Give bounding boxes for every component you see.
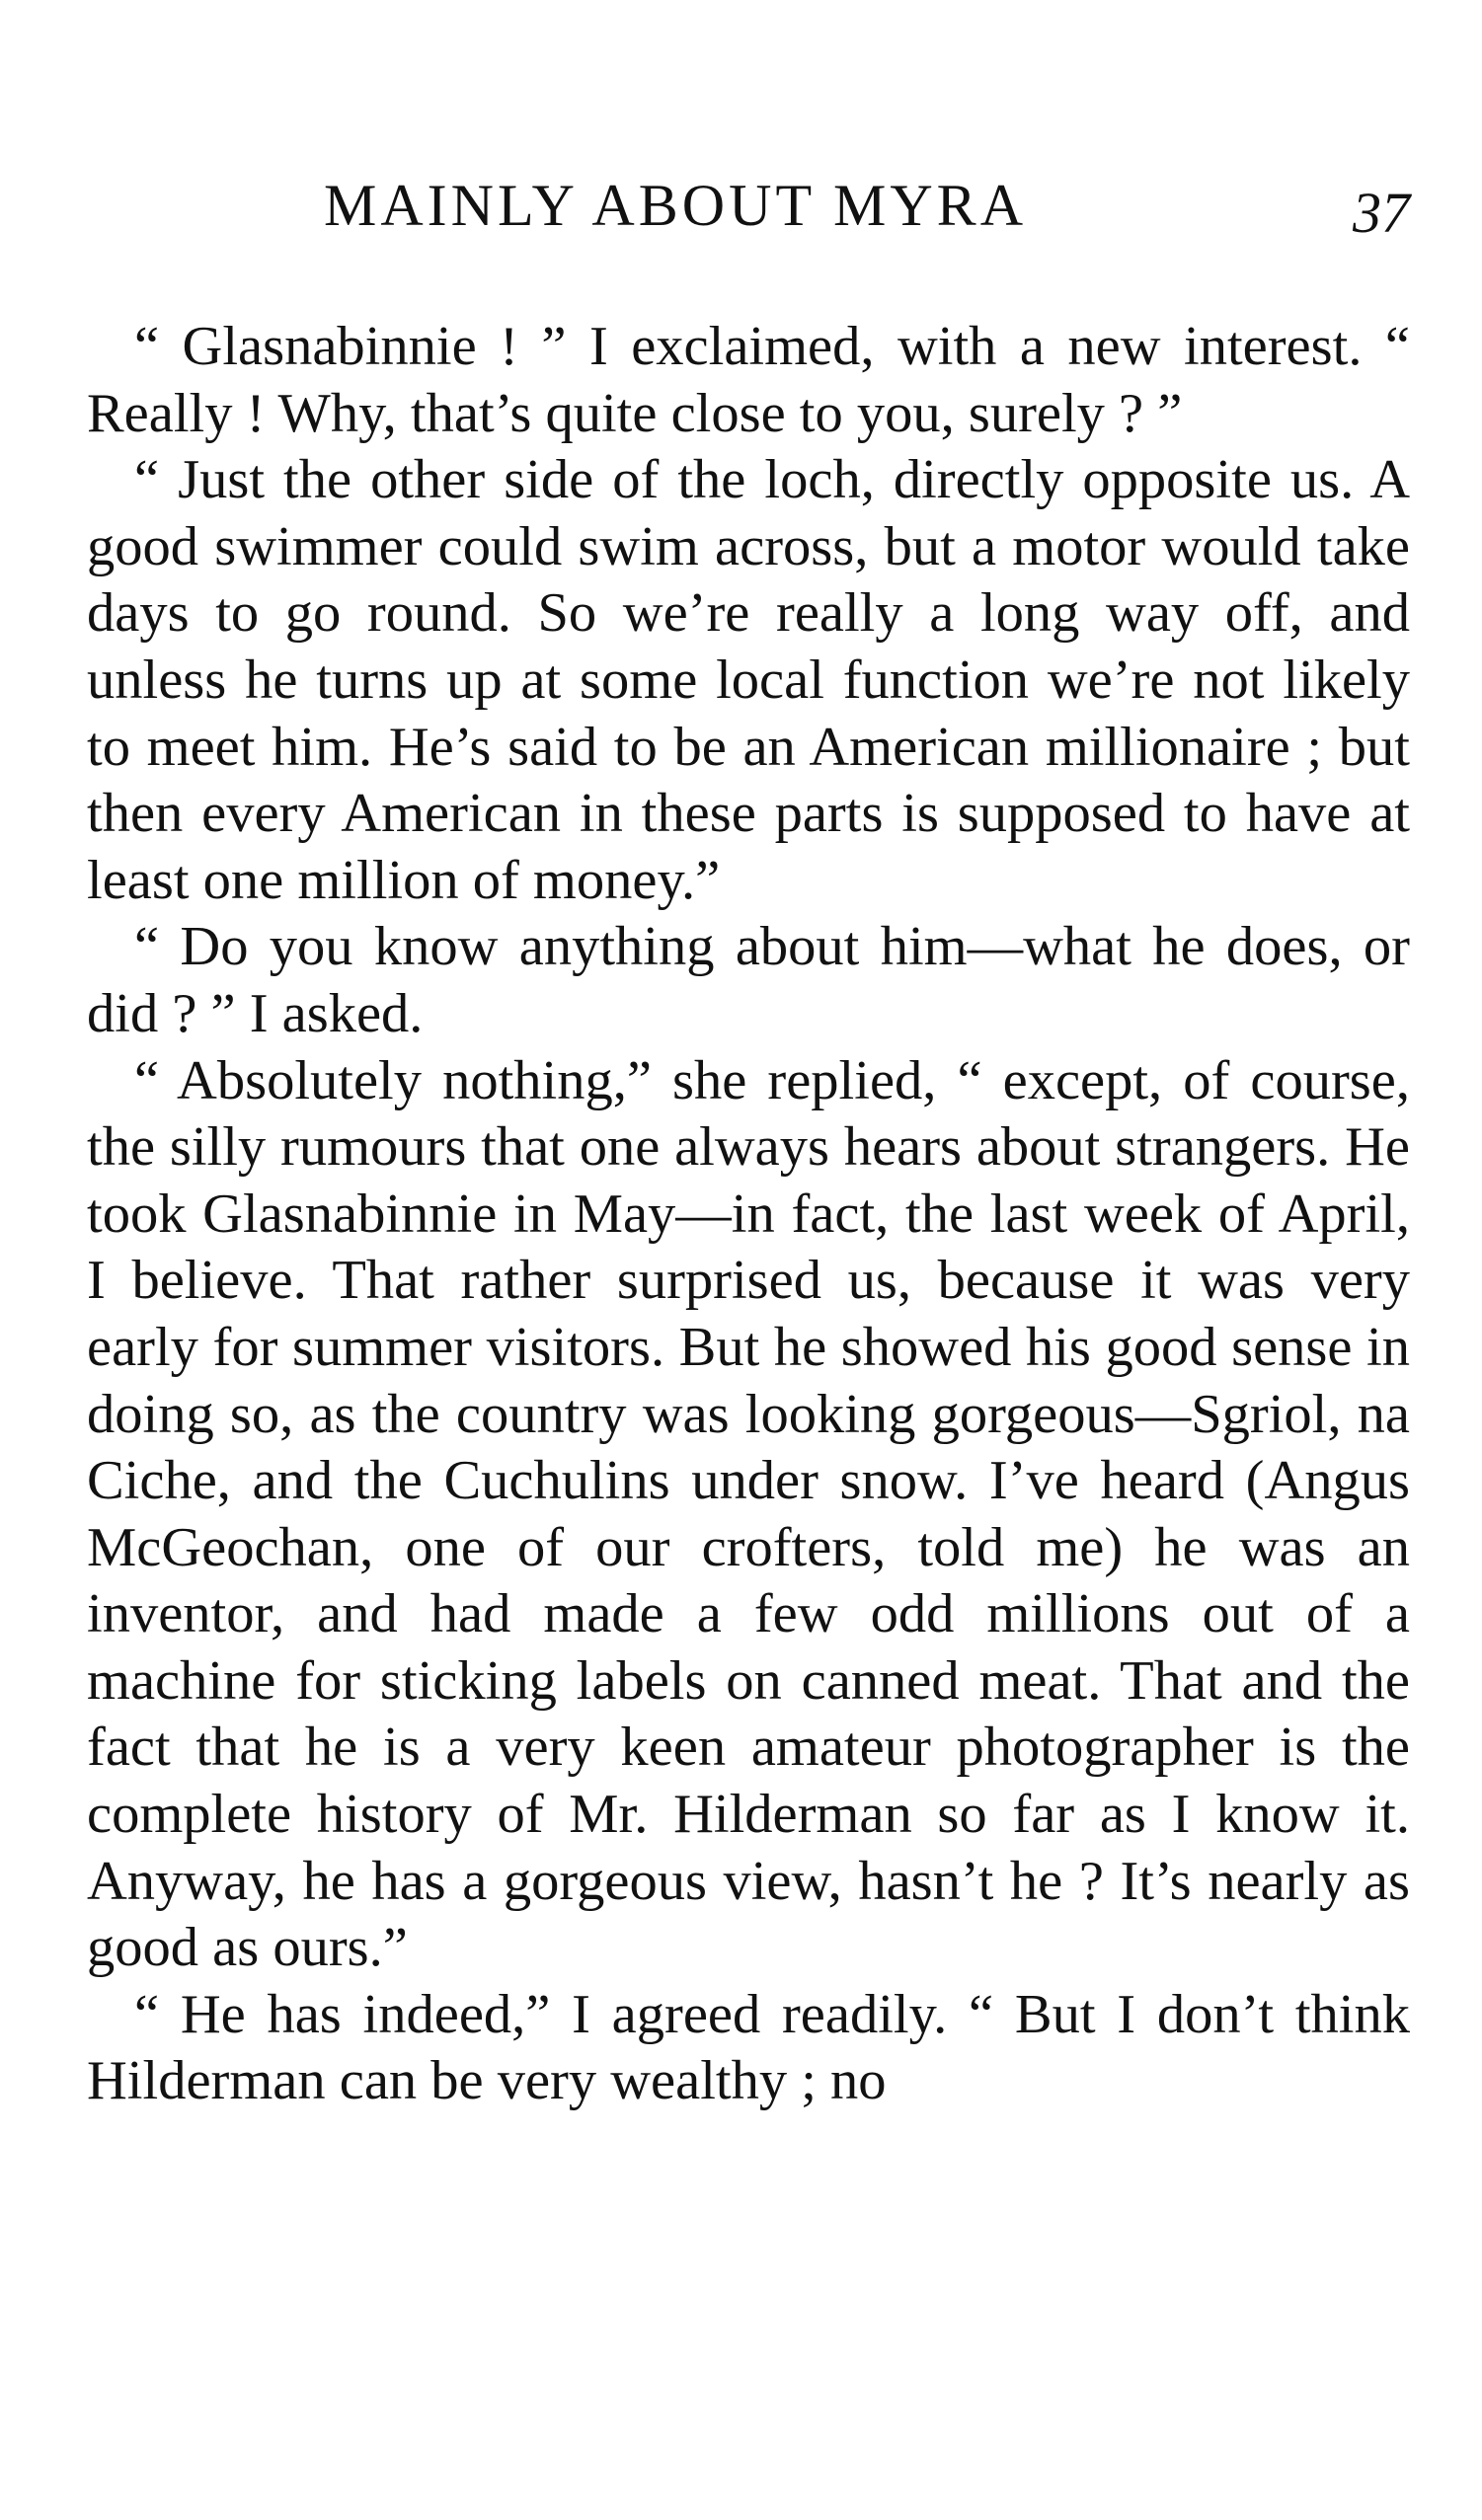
paragraph: “ He has indeed,” I agreed readily. “ But I don’t think Hilderman can be very wealthy ; no	[87, 1983, 1410, 2112]
paragraph: “ Just the other side of the loch, directly opposite us. A good swimmer could swim across, but a motor would take days to go round. So we’re really a long way off, and unless he turns up at some local function we’re not likely to meet him. He’s said to be an American millionaire ; but then every American in these parts is supposed to have at least one million of money.”	[87, 449, 1410, 911]
running-title: MAINLY ABOUT MYRA	[324, 173, 1028, 238]
page-number: 37	[1353, 181, 1410, 245]
paragraph: “ Glasnabinnie ! ” I exclaimed, with a new interest. “ Really ! Why, that’s quite close to you, surely ? ”	[87, 316, 1410, 444]
running-header	[87, 166, 1410, 245]
paragraph: “ Do you know anything about him—what he does, or did ? ” I asked.	[87, 916, 1410, 1044]
paragraph: “ Absolutely nothing,” she replied, “ except, of course, the silly rumours that one always hears about strangers. He took Glasnabinnie in May—in fact, the last week of April, I believe. That rather surprised us, because it was very early for summer visitors. But he showed his good sense in doing so, as the country was looking gorgeous—Sgriol, na Ciche, and the Cuchulins under snow. I’ve heard (Angus McGeochan, one of our crofters, told me) he was an inventor, and had made a few odd millions out of a machine for sticking labels on canned meat. That and the fact that he is a very keen amateur photographer is the complete history of Mr. Hilderman so far as I know it. Anyway, he has a gorgeous view, hasn’t he ? It’s nearly as good as ours.”	[87, 1049, 1410, 1979]
body-text	[87, 314, 1410, 2115]
